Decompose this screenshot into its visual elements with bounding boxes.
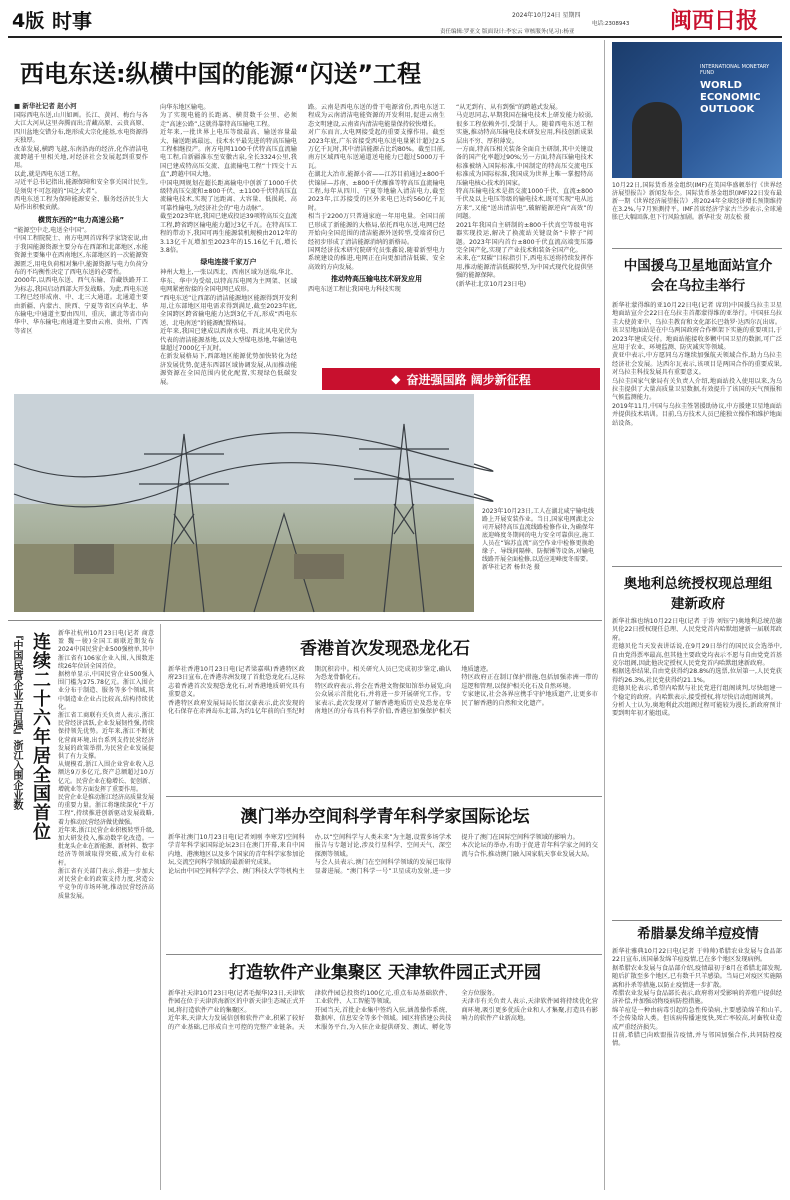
lead-col1-text: 国际西电东送,山川如画。长江、黄河、梅台与各大江大河从这里奔腾而出;青藏高原、云贵高原、四川盆地交错分布,绝形成大宗化能基,水电资源得天独厚。 改革发展,横跨飞越,东南沿海的经济,化作清洁电流跨越千里相关地,对经济社会发展起到重要作用。 以此,就是西电东送工程。 习近平总书记指出,能源保障和安全事关国计民生,是须臾不可忽视的“国之大者”。 西电东送工程为保障能源安全、服务经济民生大局作出积极贡献。 xyxy=(14,112,148,212)
masthead-logo: 闽西日报 xyxy=(670,8,759,34)
phone-line: 电话:2308943 xyxy=(592,21,630,27)
ukraine-headline: 中国援乌卫星地面站宣介会在乌拉圭举行 xyxy=(623,258,773,294)
lead-col3-subhead: 推动特高压输电技术研发应用 xyxy=(331,275,422,284)
zhejiang-sidebar: 『中国民营企业五百强』浙江入围企业数 xyxy=(11,630,22,810)
tianjin-headline: 打造软件产业集聚区 天津软件园正式开园 xyxy=(229,963,541,983)
editor-line: 责任编辑:罗亚文 版面设计:李宏云 审核服务(见习):杨亚 xyxy=(440,29,575,35)
macau-text: 新华社澳门10月23日电(记者刘刚 李寒芳)空间科学青年科学家国际论坛23日在澳门开幕,来自中国内地、港澳地区以及多个国家的青年科学家参加论坛,交流空间科学领域的最新研究成果。 论坛由中国空间科学学会、澳门科技大学等机构主办,以“空间科学与人类未来”为主题,设置多场学术报告与专题讨论,涉及行星科学、空间天气、深空探测等领域。 与会人员表示,澳门在空间科学领域的发展已取得显著进展。“澳门科学一号”卫星成功发射,进一步提升了澳门在国际空间科学领域的影响力。 本次论坛的举办,有助于促进青年科学家之间的交流与合作,推动澳门融入国家航天事业发展大局。 xyxy=(168,834,598,875)
page-header xyxy=(0,0,790,34)
macau-headline: 澳门举办空间科学青年科学家国际论坛 xyxy=(240,807,530,827)
greece-headline: 希腊暴发绵羊痘疫情 xyxy=(637,926,759,942)
lead-headline: 西电东送:纵横中国的能源“闪送”工程 xyxy=(20,60,422,88)
lead-col3 xyxy=(308,104,445,360)
zhejiang-headline: 连续二十六年居全国首位 xyxy=(30,632,51,841)
lead-col2 xyxy=(160,104,297,386)
lead-col2-text: 向华东地区输电。 为了实现电能的长距离、横贯数千公里、必须走“高速公路”,这就得靠特高压输电工程。 近年来,一批世界上电压等级最高、输送容量最大、输送距离最远、技术水平最先进的特高压输电工程相继投产。南方电网1100千伏特高压直流输电工程,自新疆准东至安徽古泉,全长3324公里,我国已建成特高压交流、直流输电工程“十四交十五直”,跨越中国大地。 中国电网规划在超长距离输电中创新了1000千伏级特高压交流和±800千伏、±1100千伏特高压直流输电技术,实现了远距离、大容量、低损耗、高可靠性输电,为经济社会的“电力动脉”。 截至2023年底,我国已建成投运39项特高压交直流工程,跨省跨区输电能力超过3亿千瓦。在特高压工程的带动下,我国可再生能源装机规模由2012年的3.13亿千瓦增加至2023年的15.16亿千瓦,增长3.8倍。 xyxy=(160,104,297,254)
photo-caption: 2023年10月23日,工人在湖北咸宁输电线路上开展安装作业。当日,国家电网湖北公司开展特高压直流线路检修作业,为确保年底迎峰度冬期间的电力安全可靠供应,施工人员在“锦苏直流”高空作业中检修更换绝缘子、导线间隔棒、防振锤等设备,对输电线路开展全面检修,以适应迎峰度冬需要。 新华社记者 杨世尧 摄 xyxy=(482,508,594,571)
lead-col2-subhead: 绿电连接千家万户 xyxy=(200,258,257,267)
lead-byline: ■ 新华社记者 赵小河 xyxy=(14,102,77,110)
lead-col4 xyxy=(456,104,593,360)
campaign-banner xyxy=(322,368,600,390)
photo-illustration xyxy=(14,394,474,612)
imf-banner-org: INTERNATIONAL MONETARY FUND xyxy=(700,64,770,76)
lead-col3-text: 路。云南是西电东送的骨干电源省份,西电东送工程成为云南清洁电能资源的开发利用,促进云南生态文明建设,云南省内清洁电能量保持较快增长。 对广东而言,大电网接受起的重要支撑作用。截至2023年底,广东省接受西电东送电量累计超过2.5万亿千瓦时,其中清洁能源占比约80%。截至目前,南方区域西电东送通道送电能力已超过5000万千瓦。 在湖北大冶市,能源小省——江苏目前通过±800千伏锦屏—苏南、±800千伏雁淮等特高压直流输电工程,每年从四川、宁夏等地输入清洁电力,截至2023年,江苏接受的区外来电已达约560亿千瓦时。 相当于2200万只普通家庭一年用电量。全国目前已形成了新能源的大格局,依托西电东送,电网已经开始向全国范围的清洁能源外送转型,受端省份已经初步形成了清洁能源消纳的新格局。 国网经济技术研究院研究员张鑫说,随着新型电力系统建设的推进,电网正在向更加清洁低碳、安全高效的方向发展。 xyxy=(308,104,445,271)
imf-banner-title: WORLD ECONOMIC OUTLOOK xyxy=(700,80,761,115)
lead-col4-text: “从无到有、从有到强”的跨越式发展。 马克思同志,早期我国在输电技术上研发能力较弱,很多工程依赖外引,受制于人。随着西电东送工程实施,推动特高压输电技术研发应用,科技创新成果层出不穷、厚积薄发。 一方面,特高压相关装备全面自主研制,其中关键设备的国产化率超过90%;另一方面,特高压输电技术标准被纳入国际标准,中国制定的特高压交流电压标准成为国际标准,我国成为世界上唯一掌握特高压输电核心技术的国家。 特高压输电技术是指交流1000千伏、直流±800千伏及以上电压等级的输电技术,既可实现“电从远方来”,又能“送出清洁电”,破解能源逆向“高效”的问题。 2021年我国自主研制的±800千伏真空等级电容器实现投运,解决了换流站关键设备“卡脖子”问题。2023年国内首台±800千伏直流高端变压器完全国产化,实现了产业技术和装备全国产化。 未来,在“双碳”目标指引下,西电东送将持续发挥作用,推动能源清洁低碳转型,为中国式现代化提供坚强的能源保障。 (新华社北京10月23日电) xyxy=(456,104,593,288)
lead-col1 xyxy=(14,112,148,380)
date-line: 2024年10月24日 星期四 xyxy=(512,12,581,19)
banner-icon: ◆ xyxy=(391,372,401,386)
greece-text: 新华社雅典10月22日电(记者 于帅帅)希腊农业发展与食品部22日宣布,该国暴发绵羊痘疫情,已在多个地区发现病例。 据希腊农业发展与食品部介绍,疫情最初于8月在希腊北部发现,随后扩散至多个地区,已有数千只羊感染。当局已对疫区实施隔离和扑杀等措施,以防止疫情进一步扩散。 希腊农业发展与食品部长表示,政府将对受影响的养殖户提供经济补偿,并加强动物疫病防控措施。 绵羊痘是一种由病毒引起的急性传染病,主要感染绵羊和山羊,不会传染给人类。但该病传播速度快,死亡率较高,对畜牧业造成严重经济损失。 目前,希腊已向欧盟报告疫情,并与邻国加强合作,共同防控疫情。 xyxy=(612,948,782,1048)
lead-col1-text-b: “能源空中走,电送全中国”。 中国工程院院士、南方电网首席科学家饶宏说,由于我国能源资源主要分布在西部和北部地区,水能资源主要集中在西南地区,东部地区的一次能源资源匮乏,用电负荷相对集中,能源资源与电力负荷分布的不均衡性决定了西电东送的必要性。 2000年,以西电东送、西气东输、青藏铁路开工为标志,我国启动西部大开发战略。为此,西电东送工程已经形成南、中、北三大通道。北通道主要由新疆、内蒙古、陕西、宁夏等省区向华北、华东输电;中通道主要由四川、重庆、湖北等省市向华中、华东输电;南通道主要由云南、贵州、广西等省区 xyxy=(14,226,148,335)
speaker-silhouette xyxy=(632,102,682,178)
section-name: 时事 xyxy=(52,9,92,33)
page-number: 4版 xyxy=(12,10,45,32)
ukraine-text: 新华社蒙得维的亚10月22日电(记者 席玥)中国援乌拉圭卫星地面站宣介会22日在乌拉圭首都蒙得维的亚举行。中国驻乌拉圭大使黄亚中、乌拉圭教育和文化部长巴勃罗·达西尔瓦出席。 该卫星地面站是在中乌两国政府合作框架下实施的重要项目,于2023年建成交付。地面站能接收多颗中国卫星的数据,可广泛应用于农业、环境监测、防灾减灾等领域。 黄亚中表示,中方愿同乌方继续加强航天领域合作,助力乌拉圭经济社会发展。达西尔瓦表示,该项目是两国合作的重要成果,对乌拉圭科技发展具有重要意义。 乌拉圭国家气象局有关负责人介绍,地面站投入使用以来,为乌拉圭提供了大量高质量卫星数据,有效提升了该国的天气预报和气候监测能力。 2019年11月,中国与乌拉圭签署援助协议,中方援建卫星地面站并提供技术培训。目前,乌方技术人员已能独立操作和维护地面站设备。 xyxy=(612,302,782,427)
tianjin-text: 新华社天津10月23日电(记者毛振华)23日,天津软件园在位于天津滨海新区的中新天津生态城正式开园,将打造软件产业的集聚区。 近年来,天津大力发展信创和软件产业,积累了较好的产业基础,已形成自主可控的完整产业链条。天津软件园总投资约100亿元,重点布局基础软件、工业软件、人工智能等领域。 开园当天,首批企业集中签约入驻,涵盖操作系统、数据库、信息安全等多个领域。园区将搭建公共技术服务平台,为入驻企业提供研发、测试、孵化等全方位服务。 天津市有关负责人表示,天津软件园将持续优化营商环境,吸引更多优质企业和人才集聚,打造具有影响力的软件产业新高地。 xyxy=(168,990,598,1031)
fossil-text: 新华社香港10月23日电(记者梁嘉琪)香港特区政府23日宣布,在香港赤洲发现了首批恐龙化石,这标志着香港首次发现恐龙化石,对香港地质研究具有重要意义。 香港特区政府发展局局长甯汉豪表示,此次发现的化石保存在赤洲岛东北部,为约1亿年前的白垩纪时期沉积岩中。相关研究人员已完成初步鉴定,确认为恐龙骨骼化石。 特区政府表示,将会在香港文物探知馆举办展览,向公众展示首批化石,并将进一步开展研究工作。专家表示,此次发现对了解香港地质历史及恐龙在华南地区的分布具有科学价值,香港应加强保护相关地质遗迹。 特区政府正在制订保护措施,包括加强赤洲一带的巡逻和管理,以保护相关化石及自然环境。 专家建议,社会各界应携手守护地质遗产,让更多市民了解香港的自然和文化遗产。 xyxy=(168,666,598,716)
imf-caption: 10月22日,国际货币基金组织(IMF)在美国华盛顿举行《世界经济展望报告》新闻发布会。国际货币基金组织(IMF)22日发布最新一期《世界经济展望报告》,将2024年全球经济增长预期维持在3.2%,与7月预测持平。IMF首席经济学家古兰沙表示,全球通胀已大幅回落,但下行风险加剧。新华社发 胡友松 摄 xyxy=(612,182,782,221)
fossil-headline: 香港首次发现恐龙化石 xyxy=(300,639,470,659)
transmission-tower-photo xyxy=(14,394,474,612)
banner-text: 奋进强国路 阔步新征程 xyxy=(406,372,531,387)
zhejiang-text: 新华社杭州10月23日电(记者 商意盈 魏一骏)全国工商联近期发布2024中国民营企业500强榜单,其中浙江省有106家企业入围,入围数连续26年位居全国首位。 据榜单显示,中国民营企业500强入围门槛为275.78亿元。浙江入围企业分布于制造、服务等多个领域,其中制造业企业占比较高,结构持续优化。 浙江省工商联有关负责人表示,浙江民营经济活跃,企业发展韧性强,持续保持领先优势。近年来,浙江不断优化营商环境,出台系列支持民营经济发展的政策举措,为民营企业发展提供了有力支撑。 从规模看,浙江入围企业营业收入总额达9万多亿元,资产总额超过10万亿元。民营企业在稳增长、促创新、增就业等方面发挥了重要作用。 民营企业是推动浙江经济高质量发展的重要力量。浙江将继续深化“千万工程”,持续推进创新驱动发展战略,着力推动民营经济做优做强。 近年来,浙江民营企业积极转型升级,加大研发投入,推动数字化改造。一批龙头企业在新能源、新材料、数字经济等领域取得突破,成为行业标杆。 浙江省有关部门表示,将进一步加大对民营企业的政策支持力度,营造公平竞争的市场环境,推动民营经济高质量发展。 xyxy=(58,630,155,900)
lead-col2-text-c: 神州大地上,一张以西北、西南区域为送端,华北、华东、华中为受端,以特高压电网为主网架、区域电网紧密衔接的全国电网已成形。 “西电东送”让西部的清洁能源地区能源得到开发利用,让东部地区用电需求得到满足,截至2023年底,全国跨区跨省输电能力达到3亿千瓦,形成“西电东送、北电南送”的能源配置格局。 近年来,我国已建成以西南水电、西北风电光伏为代表的清洁能源基地,以及大型煤电基地,年输送电量超过7000亿千瓦时。 在新发展格局下,西部地区能源优势加快转化为经济发展优势,促进东西部区域协调发展,从而推动能源资源在全国范围内优化配置,实现绿色低碳发展。 xyxy=(160,269,297,386)
lead-col1-subhead: 横贯东西的“电力高速公路” xyxy=(37,215,125,224)
austria-headline: 奥地利总统授权现总理组建新政府 xyxy=(623,576,773,612)
imf-photo xyxy=(612,42,782,178)
austria-text: 新华社维也纳10月22日电(记者 于涛 刘钰宁)奥地利总统范德贝伦22日授权现任总理、人民党党首内哈默组建新一届联邦政府。 范德贝伦当天发表讲话说,在9月29日举行的国民议会选举中,自由党得票率最高,但其他主要政党均表示不愿与自由党党首基克尔组阁,因此他决定授权人民党党首内哈默组建新政府。 根据选举结果,自由党获得约28.8%的选票,位居第一,人民党获得约26.3%,社民党获得约21.1%。 范德贝伦表示,希望内哈默与社民党进行组阁谈判,尽快组建一个稳定的政府。内哈默表示,接受授权,将尽快启动组阁谈判。 分析人士认为,奥地利此次组阁过程可能较为漫长,新政府预计要到明年初才能组成。 xyxy=(612,618,782,718)
lead-col3-text-b: 西电东送工程让我国电力科技实现 xyxy=(308,286,401,294)
